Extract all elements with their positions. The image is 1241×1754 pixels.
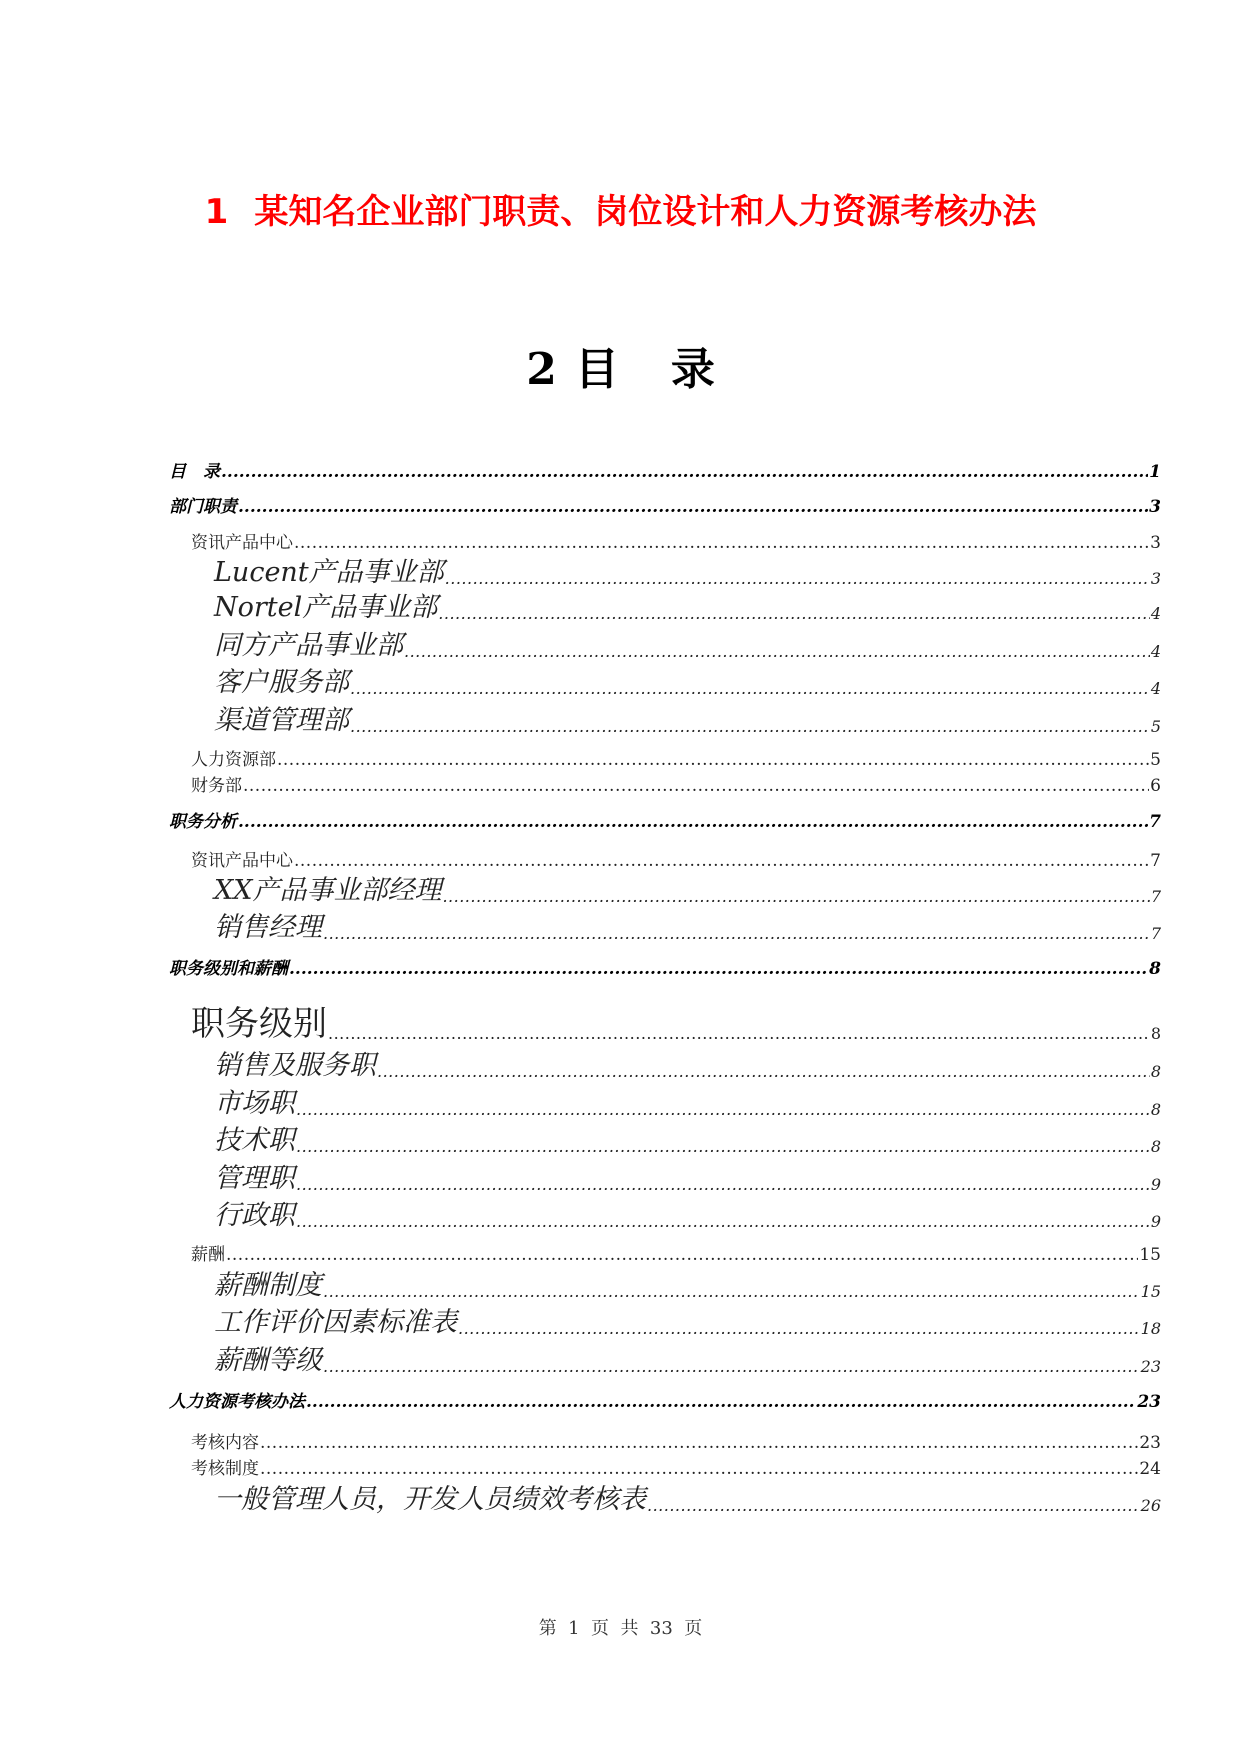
toc-entry[interactable] [169, 851, 1161, 871]
toc-entry[interactable] [169, 1200, 1161, 1232]
toc-leader-dots [226, 1245, 1138, 1265]
toc-entry-label: 人力资源部 [191, 750, 276, 770]
toc-entry-page: 3 [1150, 533, 1161, 553]
toc-entry-page: 7 [1150, 851, 1161, 871]
toc-entry-label: 职务分析 [169, 812, 237, 832]
toc-entry-label: 薪酬等级 [214, 1345, 322, 1376]
toc-leader-dots [323, 1357, 1140, 1377]
toc-leader-dots [296, 1100, 1150, 1120]
toc-heading-text-b: 录 [670, 344, 715, 395]
toc-heading-text-a: 目 [574, 344, 619, 395]
toc-entry-label: 客户服务部 [214, 667, 349, 698]
toc-entry-label: 考核内容 [191, 1433, 259, 1453]
toc-leader-dots [260, 1433, 1138, 1453]
toc-entry-page: 15 [1140, 1282, 1161, 1301]
toc-leader-dots [404, 642, 1150, 662]
toc-entry-label: 技术职 [214, 1125, 295, 1156]
toc-entry[interactable] [169, 1392, 1161, 1412]
toc-entry-label: XX产品事业部经理 [214, 875, 442, 906]
toc-entry[interactable] [169, 875, 1161, 907]
toc-entry-page: 8 [1150, 1137, 1161, 1156]
toc-entry[interactable] [169, 1163, 1161, 1195]
toc-entry[interactable] [169, 1088, 1161, 1120]
toc-entry-label: 市场职 [214, 1088, 295, 1119]
toc-entry-label: 资讯产品中心 [191, 533, 293, 553]
toc-entry[interactable] [169, 462, 1161, 482]
toc-entry[interactable] [169, 1270, 1161, 1302]
toc-entry-page: 23 [1139, 1433, 1161, 1453]
toc-leader-dots [647, 1496, 1140, 1516]
toc-leader-dots [328, 1024, 1150, 1044]
toc-leader-dots [221, 462, 1148, 482]
toc-entry-label: 财务部 [191, 776, 242, 796]
toc-entry-page: 8 [1150, 1100, 1161, 1119]
toc-leader-dots [296, 1137, 1150, 1157]
toc-entry[interactable] [169, 497, 1161, 517]
toc-leader-dots [350, 717, 1150, 737]
toc-entry-page: 7 [1150, 924, 1161, 943]
toc-entry[interactable] [169, 750, 1161, 770]
toc-entry-page: 5 [1150, 750, 1161, 770]
toc-entry-label: 工作评价因素标准表 [214, 1307, 457, 1338]
toc-leader-dots [323, 924, 1150, 944]
toc-leader-dots [350, 679, 1150, 699]
toc-entry-page: 5 [1150, 717, 1161, 736]
toc-entry-label: 人力资源考核办法 [169, 1392, 305, 1412]
toc-leader-dots [277, 750, 1149, 770]
toc-entry[interactable] [169, 1433, 1161, 1453]
toc-entry-page: 6 [1150, 776, 1161, 796]
document-title-text: 某知名企业部门职责、岗位设计和人力资源考核办法 [254, 192, 1037, 232]
toc-entry-label: 销售及服务职 [214, 1050, 376, 1081]
toc-entry-label: 薪酬 [191, 1245, 225, 1265]
toc-leader-dots [306, 1392, 1136, 1412]
toc-entry-page: 4 [1150, 604, 1161, 623]
toc-leader-dots [445, 569, 1150, 589]
toc-entry[interactable] [169, 1459, 1161, 1479]
page-footer: 第 1 页 共 33 页 [538, 1618, 703, 1639]
toc-entry-page: 9 [1150, 1212, 1161, 1231]
toc-entry-label: 考核制度 [191, 1459, 259, 1479]
toc-entry-page: 8 [1150, 1024, 1161, 1043]
toc-entry-label: 行政职 [214, 1200, 295, 1231]
toc-entry[interactable] [169, 1307, 1161, 1339]
toc-leader-dots [296, 1175, 1150, 1195]
toc-entry[interactable] [169, 1484, 1161, 1516]
toc-leader-dots [438, 604, 1150, 624]
toc-leader-dots [238, 497, 1148, 517]
toc-entry-label: 同方产品事业部 [214, 630, 403, 661]
toc-entry-page: 7 [1149, 812, 1161, 832]
toc-leader-dots [238, 812, 1148, 832]
toc-entry[interactable] [169, 592, 1161, 624]
toc-entry-page: 4 [1150, 679, 1161, 698]
toc-entry-label: 一般管理人员，开发人员绩效考核表 [214, 1484, 646, 1515]
toc-leader-dots [323, 1282, 1140, 1302]
toc-leader-dots [294, 851, 1149, 871]
toc-entry-page: 3 [1149, 497, 1161, 517]
toc-entry-label: 目 录 [169, 462, 220, 482]
toc-leader-dots [243, 776, 1149, 796]
toc-entry-page: 7 [1150, 887, 1161, 906]
toc-entry-label: 薪酬制度 [214, 1270, 322, 1301]
table-of-contents [169, 0, 1161, 1600]
toc-entry-page: 9 [1150, 1175, 1161, 1194]
toc-heading-number: 2 [526, 344, 557, 395]
toc-entry-page: 4 [1150, 642, 1161, 661]
toc-entry-page: 23 [1137, 1392, 1161, 1412]
toc-entry-page: 8 [1149, 959, 1161, 979]
toc-entry-label: Lucent产品事业部 [214, 557, 444, 588]
toc-entry[interactable] [169, 812, 1161, 832]
toc-entry-label: 资讯产品中心 [191, 851, 293, 871]
toc-entry-page: 15 [1139, 1245, 1161, 1265]
toc-entry[interactable] [169, 705, 1161, 737]
toc-entry[interactable] [169, 912, 1161, 944]
toc-leader-dots [458, 1319, 1140, 1339]
toc-entry-label: Nortel产品事业部 [214, 592, 438, 623]
toc-leader-dots [289, 959, 1148, 979]
toc-entry-label: 职务级别和薪酬 [169, 959, 288, 979]
toc-entry-label: 管理职 [214, 1163, 295, 1194]
toc-entry[interactable] [169, 1125, 1161, 1157]
toc-leader-dots [294, 533, 1149, 553]
toc-entry-page: 26 [1140, 1496, 1161, 1515]
toc-entry-label: 部门职责 [169, 497, 237, 517]
toc-entry[interactable] [169, 959, 1161, 979]
toc-entry-page: 8 [1150, 1062, 1161, 1081]
toc-entry[interactable] [169, 557, 1161, 589]
toc-entry[interactable] [169, 533, 1161, 553]
toc-entry[interactable] [169, 1245, 1161, 1265]
toc-entry-page: 3 [1150, 569, 1161, 588]
toc-entry-page: 24 [1139, 1459, 1161, 1479]
toc-entry[interactable] [169, 667, 1161, 699]
toc-entry-label: 渠道管理部 [214, 705, 349, 736]
toc-entry-page: 1 [1149, 462, 1161, 482]
toc-entry[interactable] [169, 1050, 1161, 1082]
toc-entry[interactable] [169, 1004, 1161, 1044]
toc-entry-label: 销售经理 [214, 912, 322, 943]
document-title-number: 1 [204, 192, 229, 232]
toc-entry[interactable] [169, 1345, 1161, 1377]
toc-entry[interactable] [169, 630, 1161, 662]
toc-entry-label: 职务级别 [191, 1004, 327, 1044]
toc-entry-page: 18 [1140, 1319, 1161, 1338]
toc-leader-dots [442, 887, 1149, 907]
toc-entry[interactable] [169, 776, 1161, 796]
toc-leader-dots [296, 1212, 1150, 1232]
toc-leader-dots [377, 1062, 1150, 1082]
toc-leader-dots [260, 1459, 1138, 1479]
toc-entry-page: 23 [1140, 1357, 1161, 1376]
